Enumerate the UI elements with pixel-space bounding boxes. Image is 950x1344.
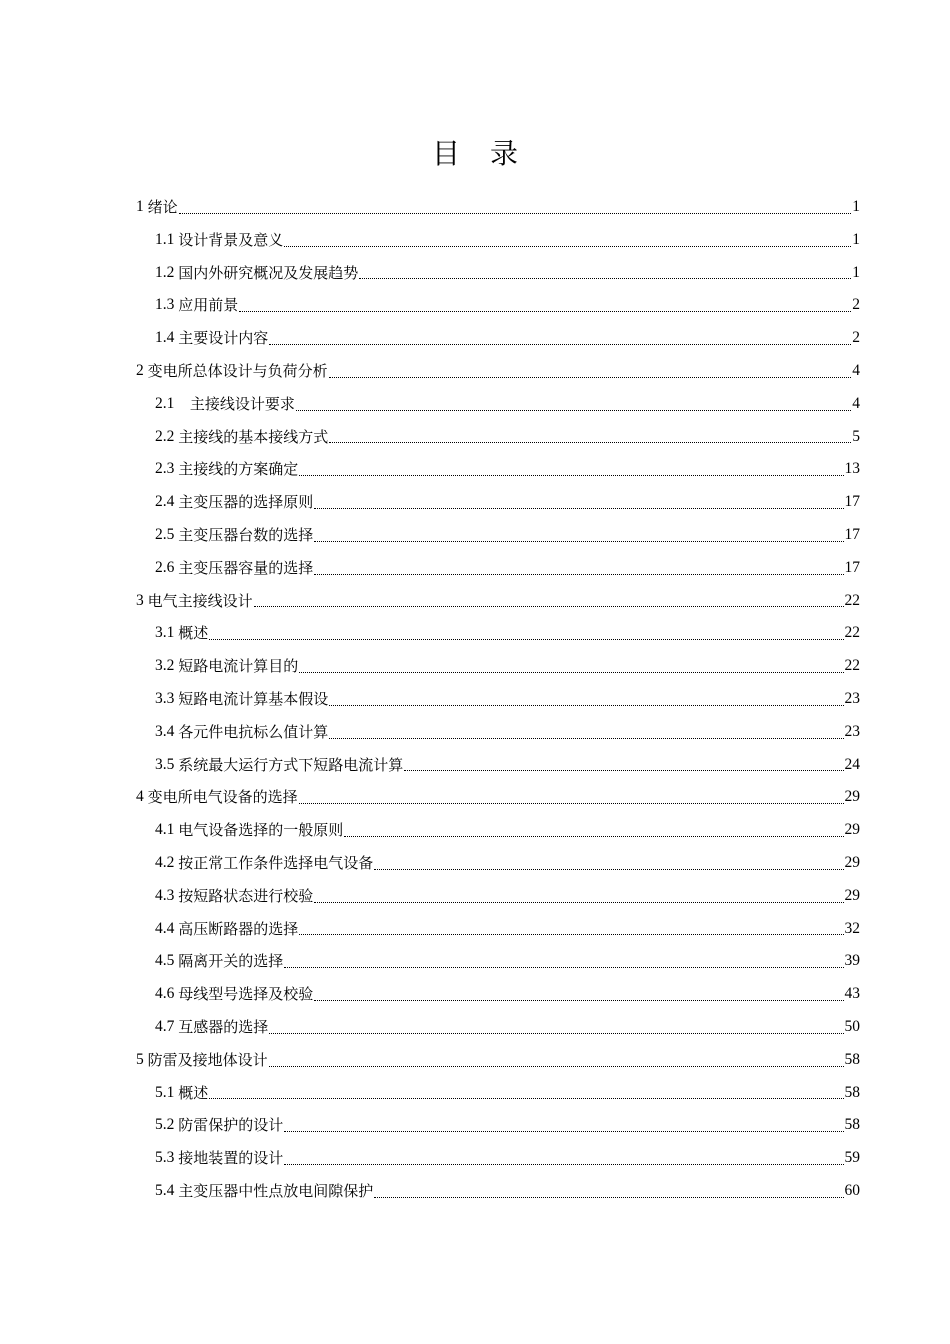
toc-entry-page-number: 2 <box>852 296 860 314</box>
toc-entry-number: 2.2 <box>155 427 175 445</box>
toc-entry-page-number: 13 <box>844 460 860 478</box>
toc-dot-leader <box>284 945 843 978</box>
toc-entry[interactable] <box>155 1175 860 1208</box>
toc-entry[interactable] <box>155 945 860 978</box>
toc-entry-page-number: 58 <box>844 1050 860 1068</box>
toc-entry-number: 1.2 <box>155 263 175 281</box>
toc-entry-number: 4.1 <box>155 821 175 839</box>
toc-entry-number: 1 <box>136 198 144 215</box>
toc-dot-leader <box>374 847 843 880</box>
toc-entry-number: 5.4 <box>155 1181 175 1199</box>
toc-entry-title: 按短路状态进行校验 <box>178 886 314 905</box>
toc-entry-title: 概述 <box>178 624 209 643</box>
toc-entry-title: 接地装置的设计 <box>178 1149 284 1168</box>
toc-entry-title: 主变压器中性点放电间隙保护 <box>178 1181 374 1200</box>
toc-entry-page-number: 4 <box>852 361 860 379</box>
toc-entry-number: 4.5 <box>155 952 175 970</box>
toc-entry-title: 电气主接线设计 <box>147 591 253 610</box>
toc-entry-page-number: 29 <box>844 821 860 839</box>
toc-entry-title: 高压断路器的选择 <box>178 919 299 938</box>
toc-entry-number: 2.3 <box>155 460 175 478</box>
toc-dot-leader <box>374 1175 843 1208</box>
toc-entry-title: 国内外研究概况及发展趋势 <box>178 263 359 282</box>
toc-entry[interactable] <box>155 1077 860 1110</box>
toc-entry[interactable] <box>155 519 860 552</box>
toc-entry[interactable] <box>155 421 860 454</box>
toc-entry-page-number: 32 <box>844 919 860 937</box>
toc-dot-leader <box>269 322 851 355</box>
toc-dot-leader <box>314 486 843 519</box>
toc-entry[interactable] <box>155 683 860 716</box>
toc-entry[interactable] <box>155 289 860 322</box>
toc-dot-leader <box>329 421 851 454</box>
toc-dot-leader <box>314 978 843 1011</box>
toc-dot-leader <box>296 388 851 421</box>
toc-entry-number: 2 <box>136 361 144 379</box>
toc-entry[interactable] <box>155 388 860 421</box>
toc-entry[interactable] <box>136 191 860 224</box>
toc-dot-leader <box>269 1011 843 1044</box>
toc-entry[interactable] <box>155 552 860 585</box>
toc-dot-leader <box>299 781 844 814</box>
toc-entry-page-number: 2 <box>852 329 860 347</box>
toc-dot-leader <box>179 191 852 224</box>
toc-entry-title: 系统最大运行方式下短路电流计算 <box>178 755 404 774</box>
toc-entry[interactable] <box>155 913 860 946</box>
toc-entry-number: 4.7 <box>155 1017 175 1035</box>
toc-entry-title: 设计背景及意义 <box>178 230 284 249</box>
toc-dot-leader <box>269 1044 844 1077</box>
toc-entry-page-number: 22 <box>844 591 860 609</box>
table-of-contents <box>0 191 950 1208</box>
toc-entry[interactable] <box>155 1109 860 1142</box>
toc-dot-leader <box>329 683 843 716</box>
toc-entry-page-number: 4 <box>852 394 860 412</box>
toc-entry-page-number: 24 <box>844 755 860 773</box>
toc-entry[interactable] <box>155 880 860 913</box>
toc-entry-title: 主变压器的选择原则 <box>178 493 314 512</box>
toc-entry-page-number: 1 <box>852 198 860 215</box>
toc-entry-title: 主接线的方案确定 <box>178 460 299 479</box>
toc-entry-page-number: 17 <box>844 525 860 543</box>
toc-entry-number: 3.3 <box>155 689 175 707</box>
toc-entry[interactable] <box>155 814 860 847</box>
toc-dot-leader <box>254 585 844 618</box>
toc-entry-number: 1.1 <box>155 230 175 248</box>
toc-entry-number: 5.1 <box>155 1083 175 1101</box>
toc-entry-page-number: 58 <box>844 1116 860 1134</box>
toc-entry-title: 隔离开关的选择 <box>178 952 284 971</box>
page-title-char-1: 目 <box>431 137 460 170</box>
toc-entry-number: 4.2 <box>155 853 175 871</box>
toc-entry-page-number: 29 <box>844 788 860 806</box>
toc-entry-number: 2.5 <box>155 525 175 543</box>
toc-entry-number: 4 <box>136 788 144 806</box>
toc-entry-number: 3.4 <box>155 722 175 740</box>
toc-entry-title: 电气设备选择的一般原则 <box>178 821 344 840</box>
page-title-char-2: 录 <box>490 137 519 170</box>
toc-dot-leader <box>329 355 852 388</box>
toc-entry-title: 互感器的选择 <box>178 1017 269 1036</box>
toc-entry-title: 应用前景 <box>178 296 239 315</box>
toc-dot-leader <box>239 289 851 322</box>
toc-dot-leader <box>314 880 843 913</box>
toc-entry[interactable] <box>136 355 860 388</box>
toc-entry-number: 3 <box>136 591 144 609</box>
toc-entry-page-number: 17 <box>844 493 860 511</box>
toc-dot-leader <box>299 453 843 486</box>
toc-dot-leader <box>299 913 843 946</box>
toc-dot-leader <box>284 1142 843 1175</box>
toc-entry-title: 变电所总体设计与负荷分析 <box>147 361 328 380</box>
toc-dot-leader <box>314 519 843 552</box>
toc-entry-page-number: 22 <box>844 624 860 642</box>
toc-dot-leader <box>284 1109 843 1142</box>
toc-entry-title: 主接线的基本接线方式 <box>178 427 329 446</box>
toc-entry-title: 主接线设计要求 <box>189 394 295 413</box>
toc-entry-number: 3.5 <box>155 755 175 773</box>
toc-dot-leader <box>359 257 851 290</box>
toc-entry-page-number: 29 <box>844 886 860 904</box>
toc-entry[interactable] <box>155 650 860 683</box>
toc-entry-number: 5.3 <box>155 1149 175 1167</box>
toc-entry-page-number: 22 <box>844 657 860 675</box>
toc-entry-spacer <box>174 388 190 421</box>
toc-entry[interactable] <box>155 978 860 1011</box>
toc-dot-leader <box>314 552 843 585</box>
toc-entry-number: 2.4 <box>155 493 175 511</box>
toc-entry-title: 绪论 <box>147 198 178 216</box>
toc-entry-title: 各元件电抗标么值计算 <box>178 722 329 741</box>
toc-entry-title: 按正常工作条件选择电气设备 <box>178 853 374 872</box>
toc-entry-page-number: 43 <box>844 985 860 1003</box>
toc-entry-number: 1.3 <box>155 296 175 314</box>
toc-entry-title: 主变压器台数的选择 <box>178 525 314 544</box>
toc-entry-title: 主变压器容量的选择 <box>178 558 314 577</box>
toc-entry[interactable] <box>155 257 860 290</box>
toc-entry-page-number: 59 <box>844 1149 860 1167</box>
toc-entry-page-number: 17 <box>844 558 860 576</box>
toc-entry-number: 2.1 <box>155 394 175 412</box>
toc-entry-page-number: 39 <box>844 952 860 970</box>
toc-entry[interactable] <box>155 322 860 355</box>
toc-dot-leader <box>209 617 843 650</box>
toc-dot-leader <box>344 814 843 847</box>
toc-entry[interactable] <box>155 749 860 782</box>
toc-entry[interactable] <box>155 224 860 257</box>
toc-entry-number: 5 <box>136 1050 144 1068</box>
toc-dot-leader <box>299 650 843 683</box>
toc-dot-leader <box>404 749 843 782</box>
toc-entry-page-number: 60 <box>844 1181 860 1199</box>
toc-entry-number: 5.2 <box>155 1116 175 1134</box>
toc-entry-page-number: 29 <box>844 853 860 871</box>
toc-entry-number: 2.6 <box>155 558 175 576</box>
toc-entry-number: 4.3 <box>155 886 175 904</box>
toc-entry[interactable] <box>155 716 860 749</box>
toc-entry-page-number: 5 <box>852 427 860 445</box>
toc-dot-leader <box>329 716 843 749</box>
toc-entry-page-number: 1 <box>852 230 860 248</box>
toc-entry[interactable] <box>155 1142 860 1175</box>
toc-entry-title: 母线型号选择及校验 <box>178 985 314 1004</box>
toc-dot-leader <box>284 224 851 257</box>
toc-entry-number: 4.4 <box>155 919 175 937</box>
toc-entry-number: 3.2 <box>155 657 175 675</box>
toc-entry[interactable] <box>136 781 860 814</box>
toc-entry-title: 变电所电气设备的选择 <box>147 788 298 807</box>
toc-entry[interactable] <box>155 453 860 486</box>
toc-entry-number: 4.6 <box>155 985 175 1003</box>
toc-entry-page-number: 50 <box>844 1017 860 1035</box>
toc-entry[interactable] <box>136 1044 860 1077</box>
toc-entry[interactable] <box>155 486 860 519</box>
toc-entry-number: 3.1 <box>155 624 175 642</box>
toc-entry-page-number: 23 <box>844 689 860 707</box>
page-title <box>0 134 950 174</box>
toc-entry[interactable] <box>155 847 860 880</box>
toc-entry-page-number: 58 <box>844 1083 860 1101</box>
toc-entry-number: 1.4 <box>155 329 175 347</box>
toc-entry[interactable] <box>155 1011 860 1044</box>
toc-entry-page-number: 1 <box>852 263 860 281</box>
toc-entry-title: 防雷保护的设计 <box>178 1116 284 1135</box>
toc-dot-leader <box>209 1077 843 1110</box>
toc-entry-title: 短路电流计算目的 <box>178 657 299 676</box>
toc-entry-title: 防雷及接地体设计 <box>147 1050 268 1069</box>
toc-entry-title: 概述 <box>178 1083 209 1102</box>
toc-entry-title: 短路电流计算基本假设 <box>178 689 329 708</box>
toc-entry-page-number: 23 <box>844 722 860 740</box>
toc-entry[interactable] <box>155 617 860 650</box>
toc-entry[interactable] <box>136 585 860 618</box>
toc-entry-title: 主要设计内容 <box>178 329 269 348</box>
